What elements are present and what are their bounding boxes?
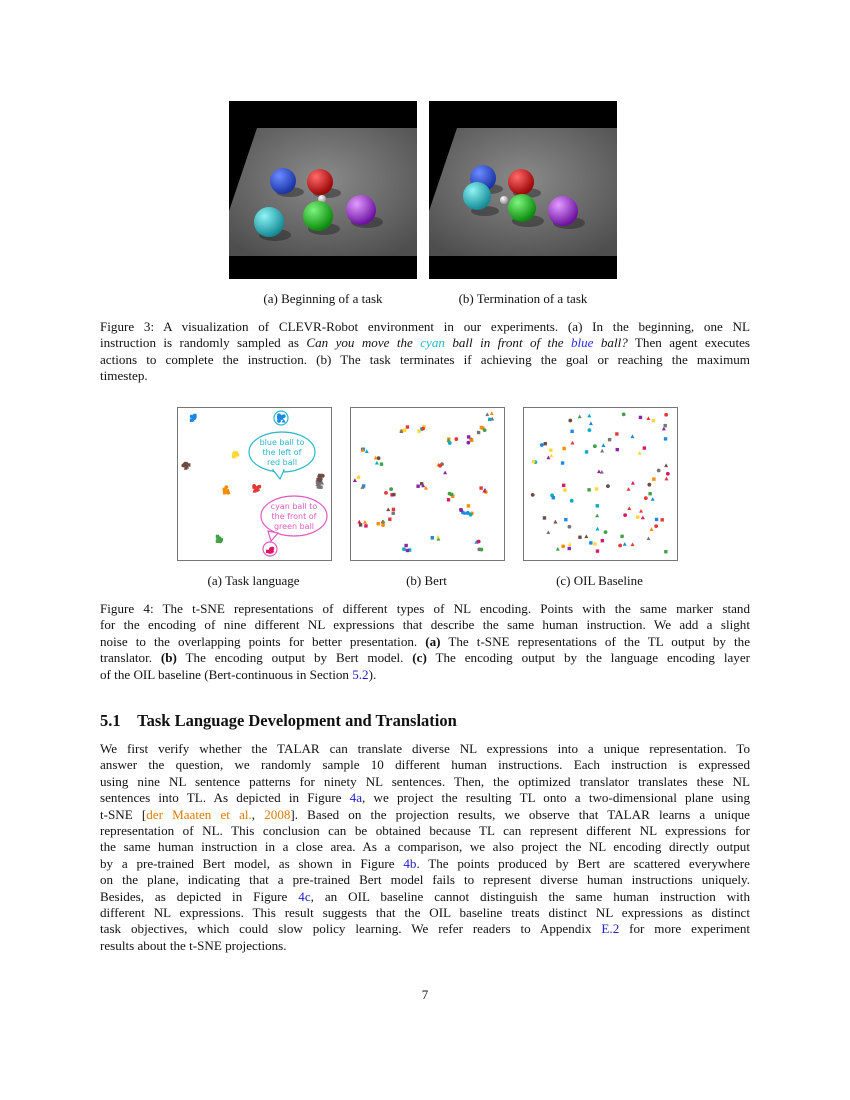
tsne-point	[664, 437, 667, 440]
caption-line: Figure 3: A visualization of CLEVR-Robot environment in our experiments. (a) In the beginning, one NL	[100, 319, 750, 334]
tsne-point	[622, 413, 626, 417]
tsne-point	[647, 536, 651, 540]
text-run: using nine NL sentence patterns for ninety NL sentences. Then, the optimized translator translates these NL	[100, 773, 750, 789]
tsne-point	[531, 493, 535, 497]
caption-line: Figure 4: The t-SNE representations of different types of NL encoding. Points with the same marker stand	[100, 601, 750, 616]
paragraph-line	[100, 856, 750, 872]
tsne-point	[631, 481, 635, 485]
tsne-point	[544, 442, 547, 445]
tsne-point	[570, 499, 574, 503]
paragraph-line	[100, 757, 750, 773]
text-run: for more experiment	[619, 921, 751, 937]
tsne-point	[595, 527, 599, 531]
tsne-point	[392, 508, 395, 511]
tsne-point	[589, 421, 593, 425]
caption-line: noise to the overlapping points for better presentation. (a) The t-SNE representations of the TL output by the	[100, 633, 750, 649]
citation-link[interactable]: der Maaten et al.	[146, 806, 252, 822]
green-ball	[303, 201, 333, 231]
tsne-point	[549, 454, 553, 458]
text-run: t-SNE [	[100, 806, 147, 822]
tsne-point	[652, 419, 655, 422]
tsne-point	[636, 515, 639, 518]
tsne-point	[454, 437, 458, 441]
tsne-point	[490, 411, 494, 415]
tsne-point	[570, 441, 574, 445]
clevr-scene-a	[229, 101, 417, 279]
tsne-point	[443, 471, 447, 475]
purple-ball	[346, 195, 376, 225]
tsne-point	[483, 428, 487, 432]
tsne-point	[593, 542, 596, 545]
tsne-point	[639, 416, 642, 419]
tsne-point	[406, 425, 409, 428]
tsne-point	[540, 443, 544, 447]
tsne-point	[477, 431, 480, 434]
tsne-point	[546, 530, 550, 534]
figure-ref-link[interactable]: 4a	[349, 790, 363, 806]
tsne-point	[556, 547, 560, 551]
tsne-point	[377, 456, 381, 460]
tsne-point	[596, 549, 599, 552]
fig4c-label: (c) OIL Baseline	[556, 573, 643, 588]
paragraph-line	[100, 921, 750, 937]
tsne-point	[479, 548, 483, 552]
text-run: ]. Based on the projection results, we observe that TALAR learns a unique	[290, 806, 750, 822]
tsne-point	[403, 429, 406, 432]
tsne-point	[623, 542, 627, 546]
text-run: Besides, as depicted in Figure	[100, 888, 299, 904]
tsne-point	[587, 414, 591, 418]
tsne-point	[466, 441, 470, 445]
tsne-point	[448, 441, 452, 445]
tsne-point	[561, 544, 565, 548]
tsne-point	[477, 540, 481, 544]
tsne-point	[648, 492, 651, 495]
tsne-point	[563, 488, 567, 492]
tsne-point	[380, 462, 383, 465]
text-run: different NL expressions. This result suggests that the OIL baseline treats distinct NL expressions as distinct	[100, 905, 750, 921]
tsne-point	[620, 535, 623, 538]
tsne-point	[664, 424, 667, 427]
tsne-point	[666, 472, 670, 476]
tsne-point	[608, 438, 611, 441]
tsne-point	[664, 550, 667, 553]
fig3a-render	[229, 101, 417, 279]
tsne-point	[431, 536, 434, 539]
bubble-pink-line3: green ball	[273, 522, 315, 531]
tsne-point	[601, 539, 604, 542]
tsne-point	[570, 430, 573, 433]
tsne-point	[375, 461, 379, 465]
tsne-point	[406, 549, 409, 552]
fig3a-label: (a) Beginning of a task	[263, 291, 383, 306]
bubble-pink-line2: the front of	[271, 512, 317, 521]
tsne-point	[627, 506, 631, 510]
blue-ball	[270, 168, 296, 194]
section-link[interactable]: 5.2	[352, 666, 369, 682]
tsne-point	[561, 461, 564, 464]
tsne-point	[236, 453, 240, 457]
tsne-point	[546, 455, 550, 459]
tsne-point	[595, 514, 599, 518]
page-number: 7	[421, 987, 429, 1002]
text-run: task objectives, which could slow policy learning. We refer readers to Appendix	[100, 921, 602, 937]
tsne-point	[416, 485, 419, 488]
tsne-point	[402, 547, 405, 550]
figure-ref-link[interactable]: E.2	[601, 921, 620, 937]
tsne-point	[392, 512, 395, 515]
figure-ref-link[interactable]: 4c	[298, 888, 311, 904]
text-run: on the plane, indicating that a pre-trained Bert model fails to represent diverse human instructions uniquely.	[100, 872, 750, 888]
caption-line: instruction is randomly sampled as Can you move the cyan ball in front of the blue ball? Then agent executes	[100, 335, 751, 351]
tsne-point	[588, 428, 592, 432]
tsne-point	[469, 513, 473, 517]
bubble-pink-tail	[268, 531, 278, 541]
paragraph-line	[100, 741, 750, 757]
cyan-ball	[463, 182, 491, 210]
tsne-point	[623, 513, 627, 517]
tsne-oil-baseline	[523, 407, 678, 561]
tsne-point	[364, 524, 367, 527]
tsne-point	[549, 448, 552, 451]
text-run: We first verify whether the TALAR can translate diverse NL expressions into a unique representation. To	[100, 741, 750, 756]
tsne-point	[643, 446, 646, 449]
tsne-point	[657, 469, 661, 473]
tsne-point	[600, 449, 604, 453]
paragraph-line	[100, 790, 750, 806]
tsne-bert	[350, 407, 505, 561]
tsne-point	[377, 522, 380, 525]
red-ball	[508, 169, 534, 195]
tsne-point	[438, 464, 442, 468]
tsne-point	[638, 451, 642, 455]
tsne-point	[604, 530, 608, 534]
tsne-point	[357, 520, 361, 524]
tsne-point	[652, 477, 655, 480]
tsne-point	[593, 444, 597, 448]
paragraph-line	[100, 839, 750, 855]
tsne-point	[568, 547, 571, 550]
tsne-point	[630, 434, 634, 438]
tsne-point	[587, 488, 590, 491]
bubble-pink-line1: cyan ball to	[270, 502, 318, 511]
text-run: ,	[251, 806, 265, 822]
tsne-point	[447, 498, 450, 501]
tsne-point	[365, 449, 369, 453]
bubble-blue-tail	[273, 470, 284, 479]
tsne-point	[664, 413, 668, 417]
text-run: . The points produced by Bert are scattered everywhere	[416, 855, 750, 871]
tsne-point	[664, 463, 668, 467]
robot-ball	[500, 196, 508, 204]
tsne-point	[564, 518, 567, 521]
figure3-caption	[100, 319, 750, 385]
tsne-point	[651, 497, 655, 501]
tsne-point	[277, 419, 281, 423]
tsne-point	[584, 534, 588, 538]
tsne-point	[417, 429, 420, 432]
tsne-point	[655, 518, 658, 521]
tsne-plot-a	[178, 408, 331, 560]
fig3b-render	[429, 101, 617, 279]
fig3b-label: (b) Termination of a task	[458, 291, 588, 306]
tsne-point	[595, 487, 598, 490]
tsne-point	[386, 507, 390, 511]
tsne-point	[404, 544, 407, 547]
tsne-plot-c	[524, 408, 677, 560]
tsne-point	[436, 535, 440, 539]
tsne-point	[618, 544, 622, 548]
tsne-point	[596, 504, 599, 507]
tsne-plot-b	[351, 408, 504, 560]
tsne-point	[392, 493, 395, 496]
tsne-point	[553, 520, 557, 524]
text-run: representation of NL. This conclusion can be obtained because TL can represent different NL expressions for	[100, 823, 750, 839]
tsne-point	[585, 450, 588, 453]
tsne-point	[388, 518, 391, 521]
tsne-point	[654, 524, 658, 528]
bubble-blue-line1: blue ball to	[259, 438, 305, 447]
tsne-point	[359, 523, 362, 526]
tsne-point	[421, 427, 425, 431]
tsne-point	[562, 484, 565, 487]
tsne-point	[650, 527, 654, 531]
tsne-point	[479, 486, 482, 489]
tsne-point	[616, 448, 619, 451]
paragraph-line	[100, 823, 750, 839]
tsne-point	[568, 542, 572, 546]
tsne-point	[597, 469, 601, 473]
tsne-point	[357, 476, 360, 479]
tsne-point	[225, 490, 229, 494]
tsne-point	[578, 415, 582, 419]
paragraph-line	[100, 889, 750, 905]
tsne-point	[448, 492, 452, 496]
clevr-scene-b	[429, 101, 617, 279]
tsne-point	[578, 536, 581, 539]
paragraph-line	[100, 807, 750, 823]
paragraph-line	[100, 774, 750, 790]
text-run: the same human instruction in a close area. As a comparison, we also project the NL encoding directly output	[100, 839, 750, 855]
tsne-point	[627, 487, 631, 491]
cyan-ball	[254, 207, 284, 237]
tsne-point	[644, 496, 648, 500]
tsne-point	[467, 504, 470, 507]
section-heading: 5.1 Task Language Development and Translation	[100, 711, 457, 730]
text-run: sentences into TL. As depicted in Figure	[100, 790, 350, 806]
tsne-point	[589, 541, 592, 544]
tsne-point	[631, 542, 635, 546]
tsne-point	[647, 483, 651, 487]
paragraph-line	[100, 872, 750, 888]
tsne-point	[470, 439, 473, 442]
fig4b-label: (b) Bert	[406, 573, 447, 588]
tsne-point	[641, 516, 645, 520]
paragraph-line	[100, 905, 750, 921]
paragraph-line	[100, 938, 750, 954]
tsne-point	[459, 508, 463, 512]
red-ball	[307, 169, 333, 195]
text-run: , an OIL baseline cannot distinguish the same human instruction with	[310, 888, 750, 904]
tsne-point	[183, 463, 187, 467]
tsne-point	[615, 432, 618, 435]
tsne-point	[532, 460, 535, 463]
tsne-point	[485, 412, 489, 416]
tsne-point	[467, 435, 470, 438]
green-ball	[508, 194, 536, 222]
caption-line: actions to complete the instruction. (b) The task terminates if achieving the goal or reaching the maximum	[100, 351, 750, 367]
caption-line: for the encoding of nine different NL expressions that describe the same human instruction. We add a slight	[100, 617, 750, 633]
text-run: , we project the resulting TL onto a two-dimensional plane using	[362, 790, 750, 806]
fig4a-label: (a) Task language	[207, 573, 300, 588]
bubble-blue-line3: red ball	[266, 458, 298, 467]
tsne-point	[543, 516, 546, 519]
tsne-point	[606, 484, 610, 488]
tsne-point	[568, 419, 572, 423]
caption-line: translator. (b) The encoding output by Bert model. (c) The encoding output by the language encoding layer	[100, 650, 750, 666]
tsne-point	[552, 496, 555, 499]
tsne-task-language	[177, 407, 332, 561]
tsne-point	[381, 523, 385, 527]
figure4-caption	[100, 601, 750, 683]
tsne-point	[639, 509, 643, 513]
tsne-point	[660, 518, 663, 521]
tsne-point	[568, 525, 572, 529]
caption-line: of the OIL baseline (Bert-continuous in Section 5.2).	[100, 666, 377, 682]
tsne-point	[646, 416, 650, 420]
tsne-point	[252, 484, 256, 488]
tsne-point	[601, 443, 605, 447]
text-run: answer the question, we randomly sample 10 different human instructions. Each instruction is expressed	[100, 757, 750, 773]
purple-ball	[548, 196, 578, 226]
tsne-point	[353, 478, 357, 482]
tsne-point	[562, 447, 565, 450]
bubble-blue-line2: the left of	[262, 448, 302, 457]
caption-line: timestep.	[100, 368, 148, 384]
tsne-point	[363, 520, 367, 524]
section-body	[100, 741, 750, 954]
tsne-point	[389, 487, 393, 491]
tsne-point	[384, 491, 388, 495]
figure-ref-link[interactable]: 4b	[403, 855, 417, 871]
text-run: results about the t-SNE projections.	[100, 937, 287, 953]
citation-link[interactable]: 2008	[264, 806, 291, 822]
tsne-point	[664, 477, 668, 481]
text-run: by a pre-trained Bert model, as shown in Figure	[100, 855, 404, 871]
